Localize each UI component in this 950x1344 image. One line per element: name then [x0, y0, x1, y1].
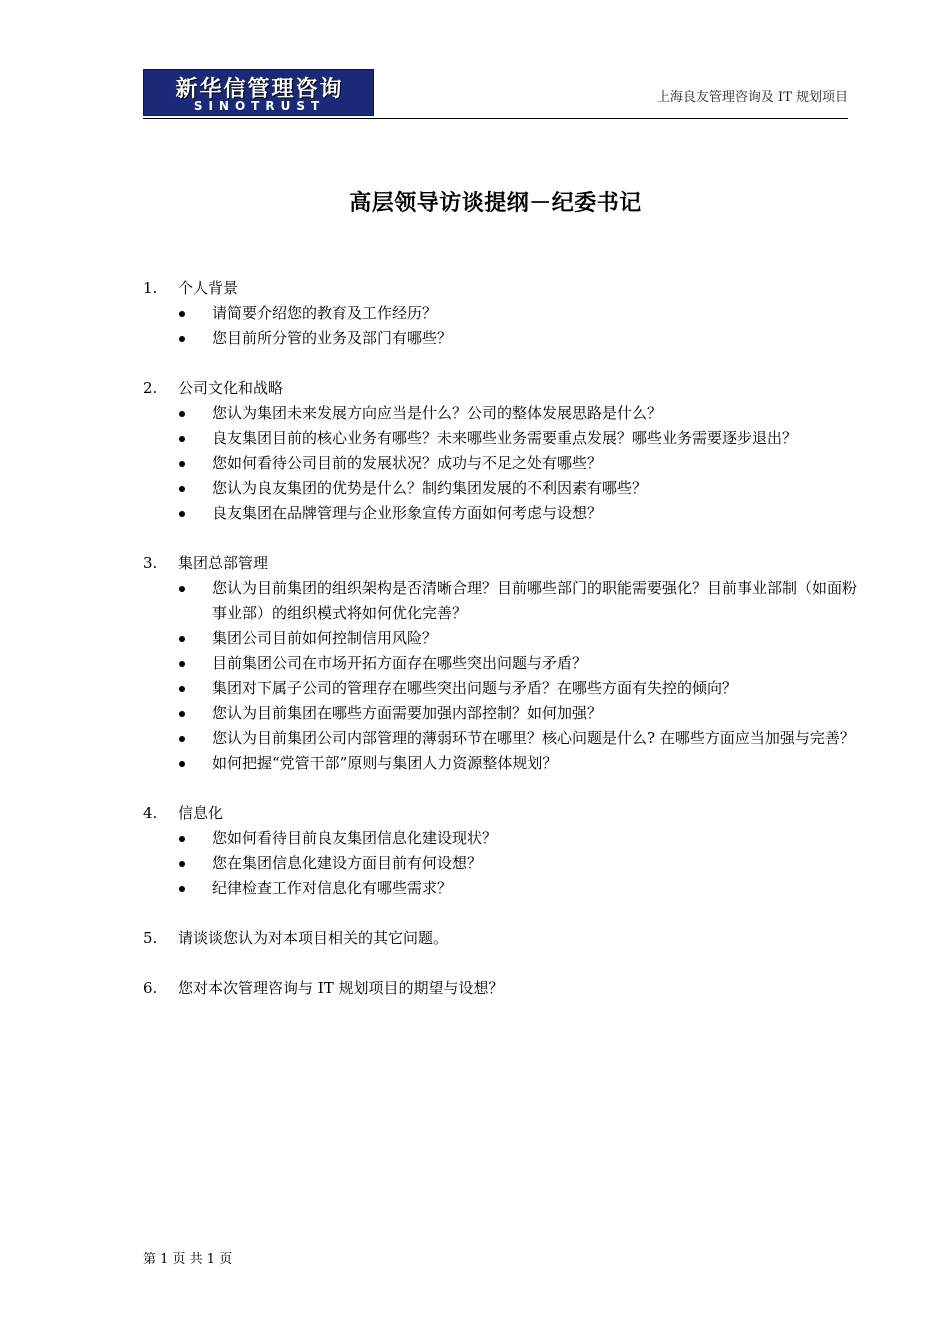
section-number: 4.	[143, 804, 158, 822]
section-number: 2.	[143, 379, 158, 397]
list-item	[143, 701, 863, 726]
section-title: 您对本次管理咨询与 IT 规划项目的期望与设想？	[178, 979, 504, 997]
bullet-icon	[179, 661, 185, 667]
question-text: 目前集团公司在市场开拓方面存在哪些突出问题与矛盾？	[212, 654, 588, 672]
bullet-icon	[179, 736, 185, 742]
question-text: 集团对下属子公司的管理存在哪些突出问题与矛盾？在哪些方面有失控的倾向？	[212, 679, 738, 697]
question-text: 您认为集团未来发展方向应当是什么？公司的整体发展思路是什么？	[212, 404, 663, 422]
bullet-icon	[179, 761, 185, 767]
bullet-icon	[179, 836, 185, 842]
interview-outline	[143, 276, 863, 1026]
section-number: 3.	[143, 554, 158, 572]
list-item	[143, 576, 863, 626]
question-text: 请简要介绍您的教育及工作经历？	[212, 304, 438, 322]
bullet-icon	[179, 311, 185, 317]
list-item	[143, 426, 863, 451]
section-title: 集团总部管理	[178, 554, 269, 572]
bullet-icon	[179, 436, 185, 442]
question-text: 您认为目前集团在哪些方面需要加强内部控制？如何加强？	[212, 704, 603, 722]
question-text: 良友集团目前的核心业务有哪些？未来哪些业务需要重点发展？哪些业务需要逐步退出？	[212, 429, 798, 447]
section-heading	[143, 551, 863, 576]
bullet-icon	[179, 336, 185, 342]
section-title: 公司文化和战略	[178, 379, 284, 397]
page-footer: 第 1 页 共 1 页	[143, 1252, 233, 1267]
list-item	[143, 851, 863, 876]
question-text: 您认为目前集团的组织架构是否清晰合理？目前哪些部门的职能需要强化？目前事业部制（如面粉事业部）的组织模式将如何优化完善？	[212, 579, 858, 622]
question-text: 您认为良友集团的优势是什么？制约集团发展的不利因素有哪些？	[212, 479, 648, 497]
company-logo	[143, 69, 374, 116]
page-title: 高层领导访谈提纲－纪委书记	[349, 191, 642, 216]
question-text: 如何把握“党管干部”原则与集团人力资源整体规划？	[212, 754, 558, 772]
section-heading	[143, 976, 863, 1001]
list-item	[143, 301, 863, 326]
list-item	[143, 326, 863, 351]
bullet-icon	[179, 686, 185, 692]
section-heading	[143, 376, 863, 401]
question-text-part: 您认为目前集团公司内部管理的薄弱环节在哪里？核心问题是什么?	[212, 729, 656, 747]
logo-chinese-text: 新华信管理咨询	[175, 77, 344, 102]
list-item	[143, 626, 863, 651]
list-item	[143, 451, 863, 476]
question-text: 纪律检查工作对信息化有哪些需求？	[212, 879, 453, 897]
list-item	[143, 826, 863, 851]
section-number: 5.	[143, 929, 158, 947]
section-heading	[143, 801, 863, 826]
section-other-issues	[143, 926, 863, 951]
bullet-icon	[179, 636, 185, 642]
bullet-icon	[179, 486, 185, 492]
section-informatization	[143, 801, 863, 901]
section-number: 1.	[143, 279, 158, 297]
section-hq-management	[143, 551, 863, 776]
list-item	[143, 651, 863, 676]
list-item	[143, 401, 863, 426]
section-title: 信息化	[178, 804, 224, 822]
bullet-icon	[179, 711, 185, 717]
bullet-icon	[179, 886, 185, 892]
section-personal-background	[143, 276, 863, 351]
section-title: 请谈谈您认为对本项目相关的其它问题。	[178, 929, 449, 947]
bullet-icon	[179, 861, 185, 867]
question-text: 集团公司目前如何控制信用风险？	[212, 629, 438, 647]
list-item	[143, 676, 863, 701]
section-heading	[143, 926, 863, 951]
question-text-part: 在哪些方面应当加强与完善？	[655, 729, 855, 747]
section-culture-strategy	[143, 376, 863, 526]
header-divider	[143, 118, 848, 119]
question-text: 良友集团在品牌管理与企业形象宣传方面如何考虑与设想？	[212, 504, 603, 522]
question-text: 您如何看待目前良友集团信息化建设现状？	[212, 829, 498, 847]
question-text: 您在集团信息化建设方面目前有何设想？	[212, 854, 483, 872]
bullet-icon	[179, 411, 185, 417]
list-item	[143, 751, 863, 776]
question-text: 您目前所分管的业务及部门有哪些？	[212, 329, 453, 347]
section-heading	[143, 276, 863, 301]
question-text: 您如何看待公司目前的发展状况？成功与不足之处有哪些？	[212, 454, 603, 472]
header-project-name: 上海良友管理咨询及 IT 规划项目	[656, 90, 848, 105]
list-item	[143, 501, 863, 526]
bullet-icon	[179, 511, 185, 517]
list-item	[143, 726, 863, 751]
section-number: 6.	[143, 979, 158, 997]
bullet-icon	[179, 586, 185, 592]
bullet-icon	[179, 461, 185, 467]
list-item	[143, 476, 863, 501]
section-expectations	[143, 976, 863, 1001]
question-text	[212, 726, 857, 751]
section-title: 个人背景	[178, 279, 239, 297]
logo-english-text: SINOTRUST	[193, 99, 326, 113]
list-item	[143, 876, 863, 901]
